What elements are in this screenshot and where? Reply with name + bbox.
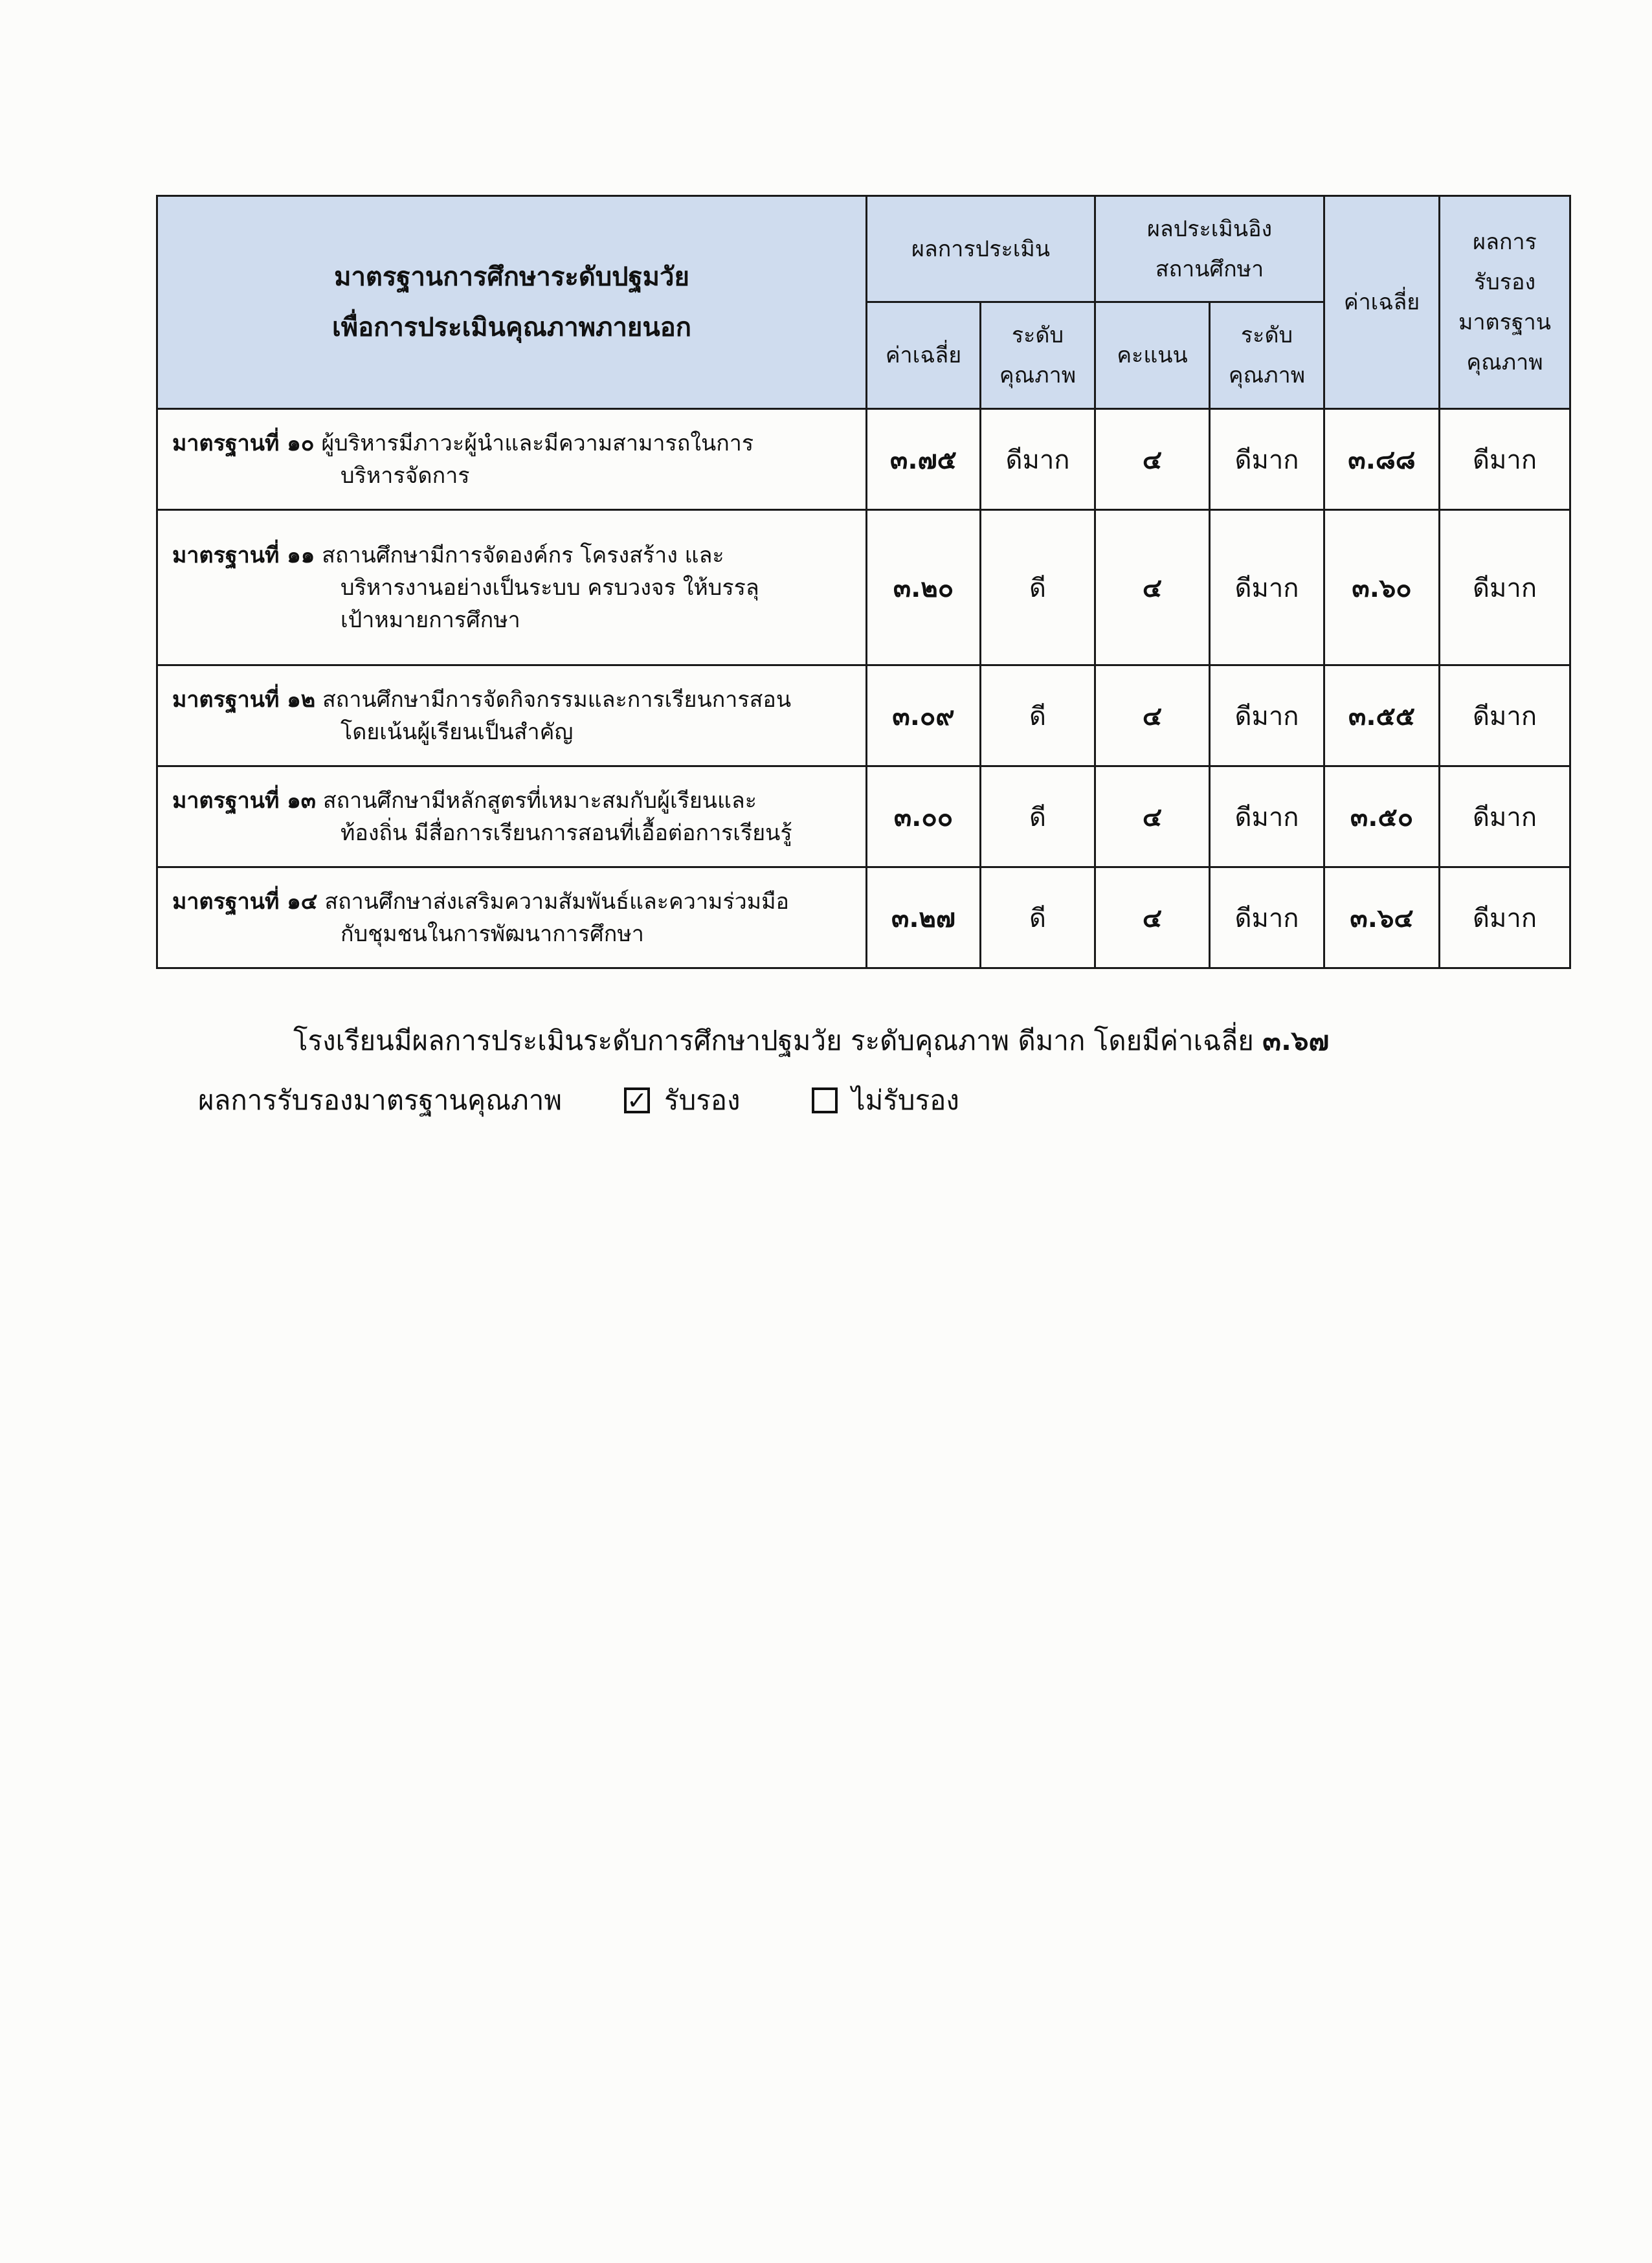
school-level-cell: ดีมาก — [1210, 766, 1324, 867]
certification-cell: ดีมาก — [1440, 409, 1570, 510]
header-school-level-line1: ระดับ — [1240, 322, 1293, 348]
header-school-based — [1095, 196, 1324, 302]
certification-cell: ดีมาก — [1440, 665, 1570, 766]
standard-text-cont: บริหารงานอย่างเป็นระบบ ครบวงจร ให้บรรลุ — [340, 574, 759, 601]
standard-text: สถานศึกษามีการจัดกิจกรรมและการเรียนการสอน — [322, 686, 792, 713]
approve-option[interactable] — [624, 1081, 741, 1120]
table-row — [157, 766, 1570, 867]
eval-level-cell: ดี — [981, 665, 1095, 766]
school-level-cell: ดีมาก — [1210, 665, 1324, 766]
certification-cell: ดีมาก — [1440, 766, 1570, 867]
school-level-cell: ดีมาก — [1210, 867, 1324, 968]
table-row — [157, 867, 1570, 968]
school-level-cell: ดีมาก — [1210, 510, 1324, 665]
header-standard-line1: มาตรฐานการศึกษาระดับปฐมวัย — [334, 262, 689, 292]
standard-cell — [157, 510, 867, 665]
overall-avg-cell: ๓.๕๐ — [1324, 766, 1440, 867]
table-row — [157, 510, 1570, 665]
standard-text-cont: โดยเน้นผู้เรียนเป็นสำคัญ — [340, 719, 574, 745]
school-score-cell: ๔ — [1095, 409, 1210, 510]
reject-option-label: ไม่รับรอง — [851, 1084, 959, 1116]
overall-avg-cell: ๓.๖๔ — [1324, 867, 1440, 968]
header-standard-line2: เพื่อการประเมินคุณภาพภายนอก — [332, 313, 691, 342]
overall-avg-cell: ๓.๕๕ — [1324, 665, 1440, 766]
school-score-cell: ๔ — [1095, 510, 1210, 665]
approval-line — [198, 1081, 959, 1120]
header-school-based-line1: ผลประเมินอิง — [1146, 216, 1273, 242]
standard-text: สถานศึกษาส่งเสริมความสัมพันธ์และความร่วมมือ — [324, 888, 789, 915]
header-eval-level-line2: คุณภาพ — [999, 362, 1077, 388]
standard-cell — [157, 867, 867, 968]
school-score-cell: ๔ — [1095, 867, 1210, 968]
certification-cell: ดีมาก — [1440, 510, 1570, 665]
eval-level-cell: ดีมาก — [981, 409, 1095, 510]
standard-text: ผู้บริหารมีภาวะผู้นำและมีความสามารถในการ — [321, 430, 754, 456]
header-cert-line1: ผลการ — [1473, 229, 1537, 255]
eval-avg-cell: ๓.๒๗ — [867, 867, 981, 968]
summary-average: ๓.๖๗ — [1262, 1025, 1330, 1056]
eval-avg-cell: ๓.๗๕ — [867, 409, 981, 510]
standard-cell — [157, 766, 867, 867]
header-certification — [1440, 196, 1570, 409]
overall-avg-cell: ๓.๖๐ — [1324, 510, 1440, 665]
header-eval-avg: ค่าเฉลี่ย — [867, 302, 981, 409]
header-eval-level — [981, 302, 1095, 409]
eval-level-cell: ดี — [981, 867, 1095, 968]
school-score-cell: ๔ — [1095, 766, 1210, 867]
standard-number: มาตรฐานที่ ๑๑ — [172, 542, 315, 568]
school-level-cell: ดีมาก — [1210, 409, 1324, 510]
evaluation-table — [156, 195, 1571, 969]
standard-number: มาตรฐานที่ ๑๔ — [172, 888, 318, 915]
overall-avg-cell: ๓.๘๘ — [1324, 409, 1440, 510]
standard-text: สถานศึกษามีการจัดองค์กร โครงสร้าง และ — [322, 542, 724, 568]
standard-text-cont: เป้าหมายการศึกษา — [340, 607, 520, 633]
summary-text: โรงเรียนมีผลการประเมินระดับการศึกษาปฐมวัย ระดับคุณภาพ ดีมาก โดยมีค่าเฉลี่ย — [293, 1025, 1254, 1056]
table-row — [157, 409, 1570, 510]
eval-level-cell: ดี — [981, 766, 1095, 867]
eval-avg-cell: ๓.๐๐ — [867, 766, 981, 867]
header-school-level-line2: คุณภาพ — [1228, 362, 1306, 388]
checkbox-checked-icon[interactable]: ✓ — [624, 1087, 650, 1113]
header-standard — [157, 196, 867, 409]
standard-text-cont: ท้องถิ่น มีสื่อการเรียนการสอนที่เอื้อต่อการเรียนรู้ — [340, 819, 792, 846]
reject-option[interactable] — [812, 1081, 959, 1120]
standard-text-cont: บริหารจัดการ — [340, 462, 470, 489]
approve-option-label: รับรอง — [664, 1084, 741, 1116]
standard-number: มาตรฐานที่ ๑๓ — [172, 787, 317, 814]
checkbox-empty-icon[interactable] — [812, 1087, 838, 1113]
table-row — [157, 665, 1570, 766]
standard-text-cont: กับชุมชนในการพัฒนาการศึกษา — [340, 920, 644, 947]
header-cert-line3: มาตรฐาน — [1458, 309, 1551, 335]
approval-label: ผลการรับรองมาตรฐานคุณภาพ — [198, 1084, 563, 1116]
header-eval-level-line1: ระดับ — [1011, 322, 1064, 348]
standard-cell — [157, 409, 867, 510]
header-eval-result: ผลการประเมิน — [867, 196, 1095, 302]
summary-line — [293, 1021, 1329, 1060]
standard-text: สถานศึกษามีหลักสูตรที่เหมาะสมกับผู้เรียนและ — [322, 787, 757, 814]
header-cert-line4: คุณภาพ — [1466, 350, 1543, 375]
standard-cell — [157, 665, 867, 766]
eval-level-cell: ดี — [981, 510, 1095, 665]
header-school-score: คะแนน — [1095, 302, 1210, 409]
eval-avg-cell: ๓.๐๙ — [867, 665, 981, 766]
certification-cell: ดีมาก — [1440, 867, 1570, 968]
header-cert-line2: รับรอง — [1473, 269, 1536, 295]
standard-number: มาตรฐานที่ ๑๐ — [172, 430, 315, 456]
header-school-level — [1210, 302, 1324, 409]
header-school-based-line2: สถานศึกษา — [1155, 256, 1264, 282]
school-score-cell: ๔ — [1095, 665, 1210, 766]
eval-avg-cell: ๓.๒๐ — [867, 510, 981, 665]
standard-number: มาตรฐานที่ ๑๒ — [172, 686, 316, 713]
header-overall-avg: ค่าเฉลี่ย — [1324, 196, 1440, 409]
